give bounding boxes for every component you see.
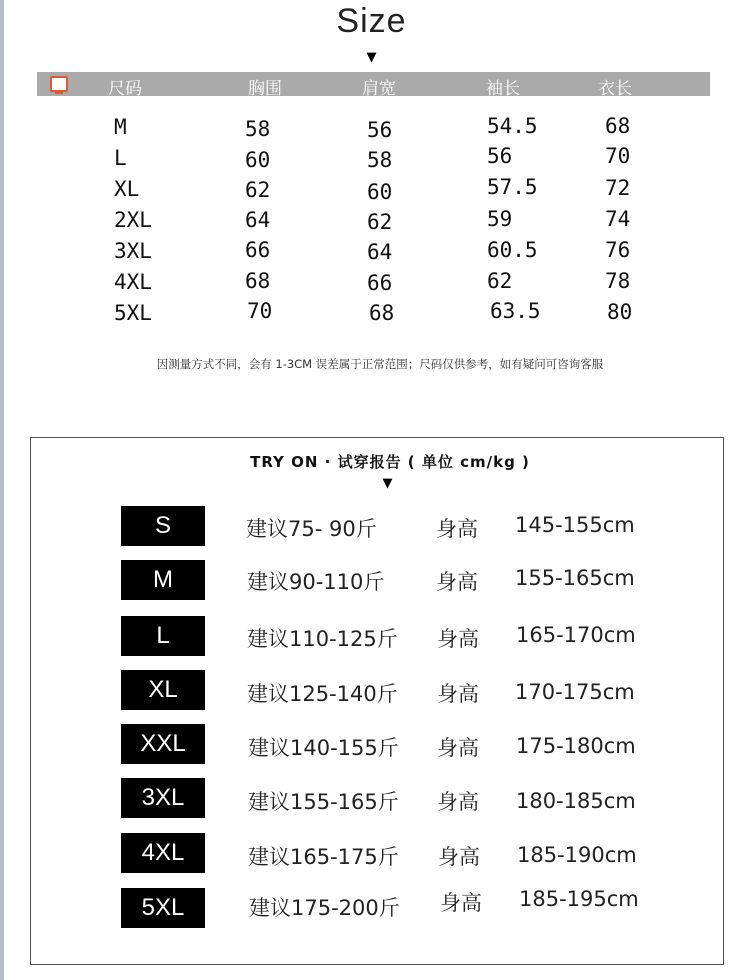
shoulder-cell: 58	[367, 148, 393, 172]
height-range: 180-185cm	[516, 789, 636, 813]
chest-cell: 66	[245, 238, 271, 262]
length-cell: 74	[605, 207, 631, 231]
weight-range: 建议155-165斤	[248, 790, 399, 814]
size-cell: 2XL	[114, 208, 152, 232]
sleeve-cell: 54.5	[487, 114, 538, 138]
size-title: Size	[336, 2, 407, 40]
weight-range: 建议110-125斤	[247, 627, 398, 651]
length-cell: 72	[605, 176, 631, 200]
tryon-title: TRY ON · 试穿报告 ( 单位 cm/kg )	[250, 453, 530, 471]
chest-cell: 58	[245, 117, 271, 141]
shoulder-cell: 60	[367, 180, 393, 204]
header-length: 衣长	[598, 79, 632, 99]
height-range: 145-155cm	[515, 513, 635, 537]
size-badge: S	[121, 506, 205, 546]
weight-range: 建议90-110斤	[247, 570, 385, 594]
height-range: 185-195cm	[519, 887, 639, 911]
header-shoulder: 肩宽	[362, 79, 396, 99]
shoulder-cell: 56	[367, 118, 393, 142]
sleeve-cell: 57.5	[487, 175, 538, 199]
chest-cell: 62	[245, 178, 271, 202]
size-badge: 5XL	[121, 888, 205, 928]
weight-range: 建议140-155斤	[248, 736, 399, 760]
height-range: 165-170cm	[516, 623, 636, 647]
weight-range: 建议75- 90斤	[246, 517, 377, 541]
shoulder-cell: 68	[369, 301, 395, 325]
size-badge: XL	[121, 670, 205, 710]
height-label: 身高	[436, 517, 478, 541]
size-cell: 3XL	[114, 239, 152, 263]
height-range: 185-190cm	[517, 843, 637, 867]
size-badge: 4XL	[121, 833, 205, 873]
header-sleeve: 袖长	[486, 79, 520, 99]
height-range: 170-175cm	[515, 680, 635, 704]
down-arrow-icon: ▼	[366, 50, 377, 65]
size-cell: L	[114, 146, 127, 170]
height-range: 175-180cm	[516, 734, 636, 758]
height-label: 身高	[438, 845, 480, 869]
header-size: 尺码	[108, 79, 142, 99]
length-cell: 76	[605, 238, 631, 262]
length-cell: 80	[607, 300, 633, 324]
sleeve-cell: 62	[487, 269, 513, 293]
weight-range: 建议175-200斤	[249, 896, 400, 920]
size-cell: XL	[114, 177, 140, 201]
height-label: 身高	[437, 736, 479, 760]
sleeve-cell: 63.5	[490, 299, 541, 323]
height-range: 155-165cm	[515, 566, 635, 590]
size-cell: 5XL	[114, 301, 152, 325]
chest-cell: 64	[245, 208, 271, 232]
length-cell: 68	[605, 114, 631, 138]
size-cell: 4XL	[114, 270, 152, 294]
height-label: 身高	[437, 682, 479, 706]
measurement-note: 因测量方式不同，会有 1-3CM 误差属于正常范围；尺码仅供参考，如有疑问可咨询客服	[156, 357, 604, 371]
chest-cell: 68	[245, 269, 271, 293]
height-label: 身高	[437, 790, 479, 814]
chest-cell: 60	[245, 148, 271, 172]
shoulder-cell: 66	[367, 271, 393, 295]
weight-range: 建议125-140斤	[247, 682, 398, 706]
size-badge: M	[121, 560, 205, 600]
shoulder-cell: 62	[367, 210, 393, 234]
height-label: 身高	[436, 570, 478, 594]
size-cell: M	[114, 115, 127, 139]
size-badge: L	[121, 616, 205, 656]
size-badge: 3XL	[121, 778, 205, 818]
length-cell: 70	[605, 144, 631, 168]
header-chest: 胸围	[248, 79, 282, 99]
weight-range: 建议165-175斤	[248, 845, 399, 869]
chest-cell: 70	[247, 299, 273, 323]
down-arrow-icon: ▼	[382, 476, 393, 491]
height-label: 身高	[440, 891, 482, 915]
height-label: 身高	[437, 627, 479, 651]
sleeve-cell: 59	[487, 207, 513, 231]
monitor-icon	[50, 76, 68, 92]
sleeve-cell: 56	[487, 144, 513, 168]
length-cell: 78	[605, 269, 631, 293]
shoulder-cell: 64	[367, 240, 393, 264]
size-badge: XXL	[121, 724, 205, 764]
sleeve-cell: 60.5	[487, 238, 538, 262]
